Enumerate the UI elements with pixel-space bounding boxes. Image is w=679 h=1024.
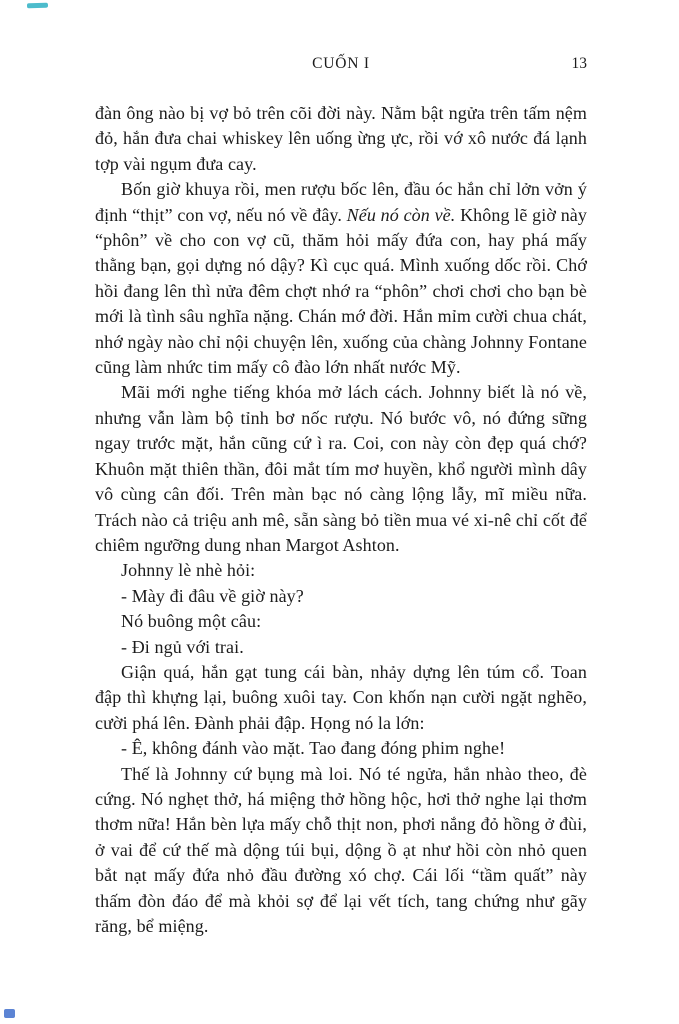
text-segment: - Ê, không đánh vào mặt. Tao đang đóng phim nghe! — [121, 738, 506, 759]
text-segment: - Mày đi đâu về giờ này? — [121, 585, 304, 606]
text-segment: Thế là Johnny cứ bụng mà loi. Nó té ngửa, hắn nhào theo, đè cứng. Nó nghẹt thở, há miệng thở hồng hộc, hơi thở nghe lại thơm thơm nữa! Hắn bèn lựa mấy chỗ thịt non, phơi nắng đỏ hồng ở đùi, ở vai để cứ thế mà dộng túi bụi, dộng ồ ạt như hồi còn nhỏ quen bắt nạt mấy đứa nhỏ đầu đường xó chợ. Cái lối “tầm quất” này thấm đòn đáo để mà khỏi sợ để lại vết tích, tang chứng như gãy răng, bể miệng. — [95, 763, 587, 936]
paragraph — [95, 558, 587, 583]
page-text — [95, 101, 587, 939]
scan-artifact-top — [27, 3, 48, 9]
text-segment: Nó buông một câu: — [121, 611, 262, 632]
paragraph — [95, 762, 587, 940]
paragraph — [95, 609, 587, 634]
scan-artifact-bottom — [4, 1009, 15, 1018]
text-segment: - Đi ngủ với trai. — [121, 636, 244, 657]
paragraph — [95, 660, 587, 736]
paragraph — [95, 380, 587, 558]
paragraph — [95, 177, 587, 380]
running-header — [95, 55, 587, 77]
paragraph — [95, 736, 587, 761]
text-segment: Bốn giờ khuya rồi, men rượu bốc lên, đầu óc hắn chỉ lởn vởn ý định “thịt” con vợ, nếu nó về đây. — [95, 179, 587, 225]
text-segment: đàn ông nào bị vợ bỏ trên cõi đời này. Nằm bật ngửa trên tấm nệm đỏ, hắn đưa chai whiskey lên uống ừng ực, rồi vớ xô nước đá lạnh tợp vài ngụm đưa cay. — [95, 103, 587, 174]
text-segment: Giận quá, hắn gạt tung cái bàn, nhảy dựng lên túm cổ. Toan đập thì khựng lại, buông xuôi tay. Con khốn nạn cười ngặt nghẽo, cười phá lên. Đành phải đập. Họng nó la lớn: — [95, 661, 587, 733]
paragraph — [95, 584, 587, 609]
paragraph — [95, 101, 587, 177]
section-title: CUỐN I — [312, 55, 370, 72]
italic-text-segment: Nếu nó còn về. — [346, 204, 456, 225]
text-segment: Không lẽ giờ này “phôn” về cho con vợ cũ, thăm hỏi mấy đứa con, hay phá mấy thằng bạn, gọi dựng nó dậy? Kì cục quá. Mình xuống dốc rồi. Chớ hồi đang lên thì nửa đêm chợt nhớ ra “phôn” chơi chơi cho bạn bè mới là tình sâu nghĩa nặng. Chán mớ đời. Hắn mỉm cười chua chát, nhớ ngày nào chỉ nội chuyện lên, xuống của chàng Johnny Fontane cũng làm nhức tim mấy cô đào lớn nhất nước Mỹ. — [95, 204, 587, 378]
paragraph — [95, 635, 587, 660]
page-number: 13 — [571, 55, 587, 72]
text-segment: Mãi mới nghe tiếng khóa mở lách cách. Johnny biết là nó về, nhưng vẫn làm bộ tỉnh bơ nốc rượu. Nó bước vô, nó đứng sững ngay trước mặt, hắn cũng cứ ì ra. Coi, con này còn đẹp quá chớ? Khuôn mặt thiên thần, đôi mắt tím mơ huyền, khổ người mình dây vô cùng cân đối. Trên màn bạc nó càng lộng lẫy, mĩ miều nữa. Trách nào cả triệu anh mê, sẵn sàng bỏ tiền mua vé xi-nê chỉ cốt để chiêm ngưỡng dung nhan Margot Ashton. — [95, 382, 587, 555]
text-segment: Johnny lè nhè hỏi: — [121, 560, 256, 581]
